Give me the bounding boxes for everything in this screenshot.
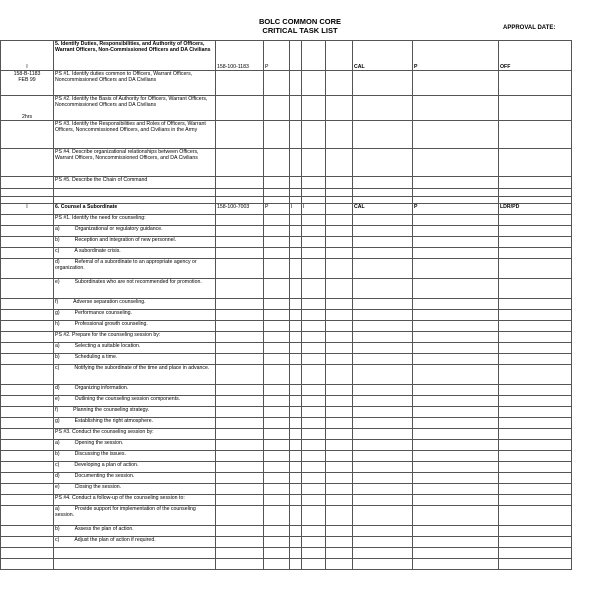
step-letter: d): [55, 259, 60, 265]
step-label: Performance counseling.: [74, 310, 133, 316]
step-letter: a): [55, 506, 60, 512]
step-text: [54, 473, 216, 484]
reference-date: FEB 99: [18, 77, 36, 84]
step-letter: c): [55, 248, 60, 254]
reference-number: 158-B-1183: [13, 71, 41, 77]
step-row: [1, 365, 572, 385]
step-text: PS #1. Identify duties common to Officers, Warrant Officers, Noncommissioned Officers and DA Civilians: [54, 71, 216, 96]
step-row: [1, 451, 572, 462]
step-text: [54, 343, 216, 354]
step-text: [54, 215, 216, 226]
step-text: [54, 526, 216, 537]
step-label: Selecting a suitable location.: [74, 343, 141, 349]
task-row: [1, 204, 572, 215]
step-text: [54, 506, 216, 526]
step-letter: c): [55, 365, 60, 371]
step-text: [54, 396, 216, 407]
task-number: 158-100-7003: [216, 204, 264, 215]
task-roman: I: [1, 41, 54, 71]
task-col-a: I: [290, 204, 302, 215]
step-label: Outlining the counseling session components.: [74, 396, 181, 402]
task-roman: I: [1, 204, 54, 215]
step-letter: c): [55, 537, 60, 543]
step-letter: d): [55, 473, 60, 479]
step-text: PS #5. Describe the Chain of Command: [54, 177, 216, 189]
step-text: [54, 440, 216, 451]
step-letter: e): [55, 396, 60, 402]
step-letter: a): [55, 440, 60, 446]
step-row: [1, 121, 572, 149]
step-label: Professional growth counseling.: [74, 321, 148, 327]
step-row: [1, 248, 572, 259]
step-label: Documenting the session.: [74, 473, 135, 479]
step-text: PS #3. Identify the Responsibilities and Roles of Officers, Warrant Officers, Noncommissioned Officers, and Civilians in the Army: [54, 121, 216, 149]
step-text: [54, 407, 216, 418]
step-row: [1, 237, 572, 248]
step-text: [54, 429, 216, 440]
step-text: [54, 462, 216, 473]
step-text: [54, 259, 216, 279]
step-label: Opening the session.: [74, 440, 124, 446]
step-row: [1, 462, 572, 473]
step-row: [1, 526, 572, 537]
step-letter: b): [55, 451, 60, 457]
step-row: [1, 226, 572, 237]
step-letter: d): [55, 385, 60, 391]
task-title: 6. Counsel a Subordinate: [54, 204, 216, 215]
step-letter: f): [55, 299, 59, 305]
step-text: [54, 310, 216, 321]
approval-date-label: APPROVAL DATE:: [503, 25, 556, 31]
document-subtitle: CRITICAL TASK LIST: [262, 26, 338, 35]
step-label: Establishing the right atmosphere.: [74, 418, 154, 424]
step-row: [1, 149, 572, 177]
step-text: [54, 237, 216, 248]
step-row: [1, 279, 572, 299]
task-number: 158-100-1183: [216, 41, 264, 71]
step-text: PS #2. Identify the Basis of Authority for Officers, Warrant Officers, Noncommissioned Officers and DA Civilians: [54, 96, 216, 121]
step-text: [54, 321, 216, 332]
step-label: Subordinates who are not recommended for promotion.: [74, 279, 202, 285]
step-letter: a): [55, 226, 60, 232]
step-label: Organizing information.: [74, 385, 129, 391]
step-text: [54, 537, 216, 548]
critical-task-table: [0, 40, 572, 570]
step-text: [54, 279, 216, 299]
step-letter: b): [55, 526, 60, 532]
step-label: Adjust the plan of action if required.: [74, 537, 156, 543]
document-title: BOLC COMMON CORE: [258, 17, 342, 26]
task-col-last: LDR/PD: [499, 204, 572, 215]
task-hours: 2hrs: [1, 96, 54, 121]
step-row: [1, 299, 572, 310]
step-label: Scheduling a time.: [74, 354, 118, 360]
step-label: Developing a plan of action.: [74, 462, 139, 468]
step-label: Closing the session.: [74, 484, 122, 490]
step-row: [1, 440, 572, 451]
step-label: PS #3. Conduct the counseling session by:: [55, 429, 154, 435]
step-row: [1, 484, 572, 495]
task-col-p: P: [264, 41, 290, 71]
task-col-p2: P: [413, 41, 499, 71]
step-row: [1, 429, 572, 440]
task-col-b: I: [302, 204, 326, 215]
step-letter: g): [55, 310, 60, 316]
step-label: A subordinate crisis.: [74, 248, 121, 254]
task-col-p2: P: [413, 204, 499, 215]
task-reference: [1, 71, 54, 96]
step-label: PS #4. Conduct a follow-up of the counseling session to:: [55, 495, 185, 501]
step-text: [54, 332, 216, 343]
step-row: [1, 215, 572, 226]
step-label: Adverse separation counseling.: [73, 299, 146, 305]
step-row: [1, 407, 572, 418]
step-row: [1, 396, 572, 407]
step-label: PS #2. Prepare for the counseling session by:: [55, 332, 161, 338]
task-col-last: OFF: [499, 41, 572, 71]
step-row: [1, 506, 572, 526]
step-row: [1, 96, 572, 121]
step-row: [1, 332, 572, 343]
step-label: Organizational or regulatory guidance.: [74, 226, 163, 232]
task-table-body: [1, 41, 572, 570]
step-letter: b): [55, 354, 60, 360]
step-letter: g): [55, 418, 60, 424]
step-text: [54, 248, 216, 259]
step-row: [1, 343, 572, 354]
step-text: [54, 299, 216, 310]
step-label: Provide support for implementation of the counseling session.: [55, 506, 196, 519]
step-label: PS #1. Identify the need for counseling:: [55, 215, 146, 221]
step-text: [54, 365, 216, 385]
step-text: PS #4. Describe organizational relationships between Officers, Warrant Officers, Noncommissioned Officers, and DA Civilians: [54, 149, 216, 177]
step-label: Reception and integration of new personnel.: [74, 237, 177, 243]
step-text: [54, 451, 216, 462]
step-text: [54, 354, 216, 365]
step-row: [1, 385, 572, 396]
task-col-p: P: [264, 204, 290, 215]
task-col-cal: CAL: [353, 204, 413, 215]
step-row: [1, 418, 572, 429]
task-col-cal: CAL: [353, 41, 413, 71]
step-label: Referral of a subordinate to an appropriate agency or organization.: [55, 259, 197, 272]
step-letter: b): [55, 237, 60, 243]
step-letter: a): [55, 343, 60, 349]
step-letter: e): [55, 279, 60, 285]
task-title: 5. Identify Duties, Responsibilities, and Authority of Officers, Warrant Officers, Non-Commissioned Officers and DA Civilians: [54, 41, 216, 71]
step-letter: f): [55, 407, 59, 413]
step-text: [54, 418, 216, 429]
step-label: Planning the counseling strategy.: [73, 407, 150, 413]
step-row: [1, 473, 572, 484]
step-row: [1, 71, 572, 96]
task-row: [1, 41, 572, 71]
step-text: [54, 385, 216, 396]
step-text: [54, 226, 216, 237]
step-row: [1, 177, 572, 189]
step-row: [1, 495, 572, 506]
step-text: [54, 484, 216, 495]
step-letter: c): [55, 462, 60, 468]
step-row: [1, 321, 572, 332]
step-row: [1, 537, 572, 548]
step-row: [1, 259, 572, 279]
step-text: [54, 495, 216, 506]
step-label: Notifying the subordinate of the time and place in advance.: [74, 365, 210, 371]
step-row: [1, 310, 572, 321]
step-letter: h): [55, 321, 60, 327]
step-label: Assess the plan of action.: [74, 526, 134, 532]
step-label: Discussing the issues.: [74, 451, 126, 457]
step-letter: e): [55, 484, 60, 490]
step-row: [1, 354, 572, 365]
